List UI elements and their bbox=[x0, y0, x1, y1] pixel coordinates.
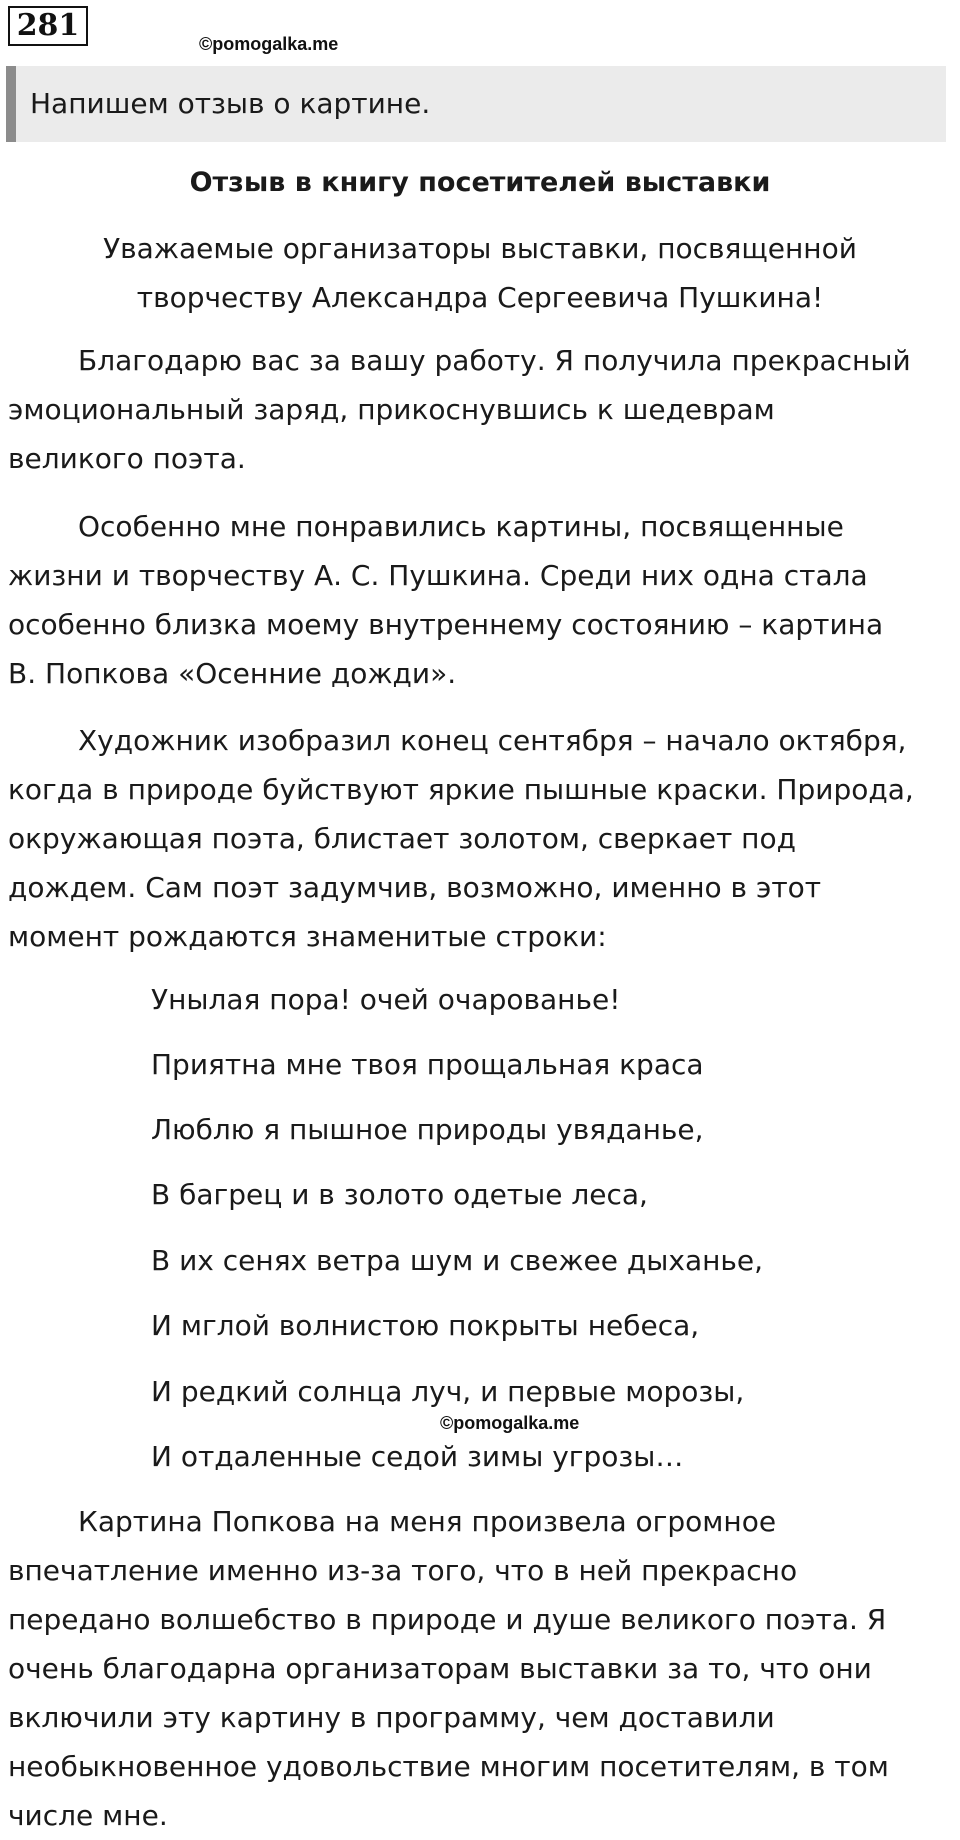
poem-line: И отдаленные седой зимы угрозы… bbox=[151, 1440, 684, 1473]
poem-line: Приятна мне твоя прощальная краса bbox=[151, 1048, 704, 1081]
paragraph-4-line: впечатление именно из-за того, что в ней прекрасно bbox=[8, 1554, 798, 1587]
greeting-line: Уважаемые организаторы выставки, посвященной bbox=[103, 232, 857, 265]
paragraph-3-line: дождем. Сам поэт задумчив, возможно, именно в этот bbox=[8, 871, 822, 904]
review-heading: Отзыв в книгу посетителей выставки bbox=[189, 167, 771, 198]
paragraph-2-line: В. Попкова «Осенние дожди». bbox=[8, 657, 457, 690]
paragraph-4-line: необыкновенное удовольствие многим посетителям, в том bbox=[8, 1750, 889, 1783]
task-number-box: 281 bbox=[8, 6, 88, 46]
paragraph-2-line: жизни и творчеству А. С. Пушкина. Среди них одна стала bbox=[8, 559, 868, 592]
paragraph-3-line: момент рождаются знаменитые строки: bbox=[8, 920, 607, 953]
paragraph-4-line: Картина Попкова на меня произвела огромное bbox=[78, 1505, 777, 1538]
paragraph-4-line: включили эту картину в программу, чем доставили bbox=[8, 1701, 775, 1734]
paragraph-1-line: эмоциональный заряд, прикоснувшись к шедеврам bbox=[8, 393, 775, 426]
poem-line: Унылая пора! очей очарованье! bbox=[151, 983, 621, 1016]
paragraph-3-line: Художник изобразил конец сентября – начало октября, bbox=[78, 724, 907, 757]
watermark-top: ©pomogalka.me bbox=[199, 34, 339, 54]
poem-line: Люблю я пышное природы увяданье, bbox=[151, 1113, 704, 1146]
paragraph-2-line: Особенно мне понравились картины, посвященные bbox=[78, 510, 844, 543]
paragraph-4-line: передано волшебство в природе и душе великого поэта. Я bbox=[8, 1603, 887, 1636]
paragraph-2-line: особенно близка моему внутреннему состоянию – картина bbox=[8, 608, 884, 641]
poem-line: И мглой волнистою покрыты небеса, bbox=[151, 1309, 700, 1342]
poem-line: В багрец и в золото одетые леса, bbox=[151, 1178, 648, 1211]
paragraph-4-line: очень благодарна организаторам выставки за то, что они bbox=[8, 1652, 872, 1685]
greeting-line: творчеству Александра Сергеевича Пушкина! bbox=[136, 281, 824, 314]
paragraph-1-line: великого поэта. bbox=[8, 442, 246, 475]
poem-line: И редкий солнца луч, и первые морозы, bbox=[151, 1375, 745, 1408]
poem-line: В их сенях ветра шум и свежее дыханье, bbox=[151, 1244, 764, 1277]
paragraph-4-line: числе мне. bbox=[8, 1799, 168, 1832]
banner-text: Напишем отзыв о картине. bbox=[30, 87, 431, 120]
watermark-middle: ©pomogalka.me bbox=[440, 1413, 580, 1433]
paragraph-1-line: Благодарю вас за вашу работу. Я получила прекрасный bbox=[78, 344, 911, 377]
paragraph-3-line: когда в природе буйствуют яркие пышные краски. Природа, bbox=[8, 773, 914, 806]
paragraph-3-line: окружающая поэта, блистает золотом, сверкает под bbox=[8, 822, 796, 855]
task-banner bbox=[6, 66, 946, 142]
